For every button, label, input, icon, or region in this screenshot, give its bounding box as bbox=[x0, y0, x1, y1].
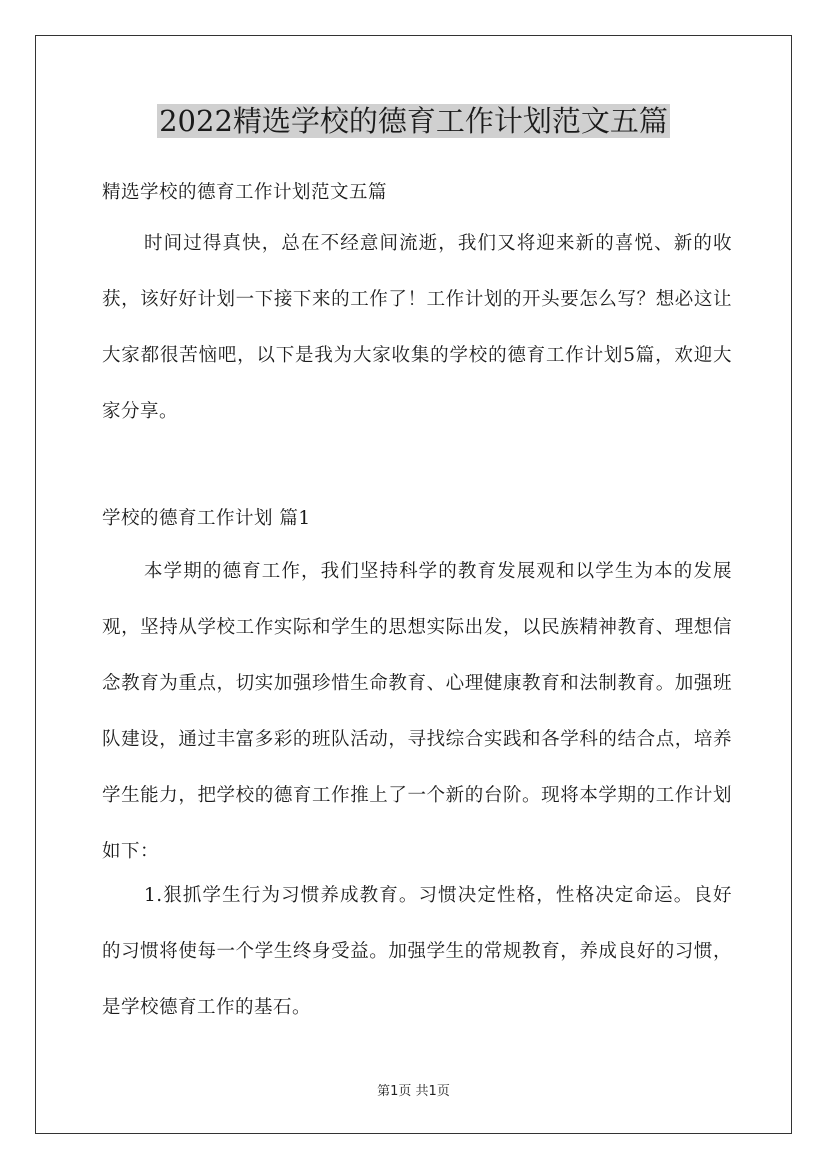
document-title-text: 2022精选学校的德育工作计划范文五篇 bbox=[159, 104, 668, 138]
intro-paragraph: 时间过得真快，总在不经意间流逝，我们又将迎来新的喜悦、新的收获，该好好计划一下接下来的工作了！工作计划的开头要怎么写？想必这让大家都很苦恼吧，以下是我为大家收集的学校的德育工作计划5篇，欢迎大家分享。 bbox=[102, 233, 732, 422]
document-title bbox=[0, 100, 827, 142]
page-footer: 第1页 共1页 bbox=[377, 1084, 450, 1099]
item-paragraph: 1.狠抓学生行为习惯养成教育。习惯决定性格，性格决定命运。良好的习惯将使每一个学生终身受益。加强学生的常规教育，养成良好的习惯，是学校德育工作的基石。 bbox=[102, 885, 732, 1018]
document-subtitle: 精选学校的德育工作计划范文五篇 bbox=[102, 182, 388, 203]
section-heading: 学校的德育工作计划 篇1 bbox=[102, 508, 311, 529]
body-paragraph: 本学期的德育工作，我们坚持科学的教育发展观和以学生为本的发展观，坚持从学校工作实际和学生的思想实际出发，以民族精神教育、理想信念教育为重点，切实加强珍惜生命教育、心理健康教育和法制教育。加强班队建设，通过丰富多彩的班队活动，寻找综合实践和各学科的结合点，培养学生能力，把学校的德育工作推上了一个新的台阶。现将本学期的工作计划如下： bbox=[102, 561, 732, 862]
